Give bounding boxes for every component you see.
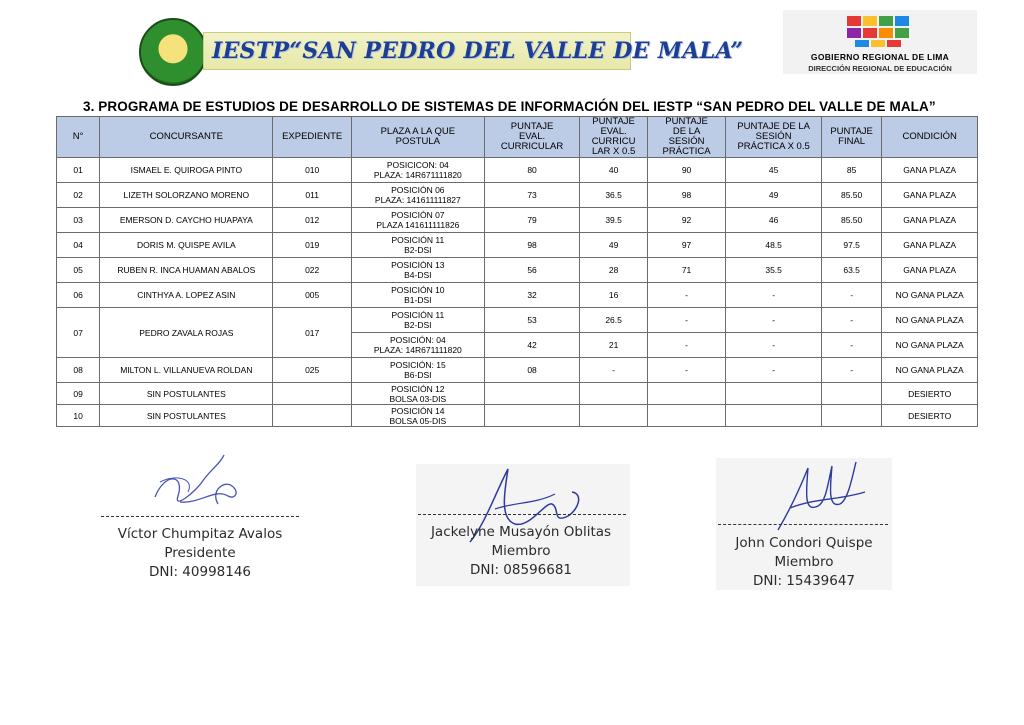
cell-plaza: POSICIÓN 14 BOLSA 05-DIS [351, 405, 484, 427]
cell-sesionx: - [726, 283, 822, 308]
cell-cond: NO GANA PLAZA [882, 308, 978, 333]
cell-evalx: 21 [580, 333, 647, 358]
cell-cond: DESIERTO [882, 405, 978, 427]
cell-cond: NO GANA PLAZA [882, 333, 978, 358]
cell-plaza: POSICIÓN: 04 PLAZA: 14R671111820 [351, 333, 484, 358]
cell-eval: 42 [484, 333, 580, 358]
cell-eval: 32 [484, 283, 580, 308]
cell-evalx: 16 [580, 283, 647, 308]
table-row [57, 358, 978, 383]
cell-evalx: 40 [580, 158, 647, 183]
cell-sesion [647, 405, 726, 427]
cell-sesion: 97 [647, 233, 726, 258]
signer-dni: DNI: 40998146 [148, 564, 252, 580]
cell-plaza: POSICIÓN 13 B4-DSI [351, 258, 484, 283]
cell-exp: 011 [273, 183, 352, 208]
table-row [57, 383, 978, 405]
regional-government-emblem [845, 14, 913, 48]
cell-sesionx: - [726, 308, 822, 333]
institution-banner [203, 32, 744, 70]
gov-direction: DIRECCIÓN REGIONAL DE EDUCACIÓN [808, 64, 952, 73]
section-title: 3. PROGRAMA DE ESTUDIOS DE DESARROLLO DE SISTEMAS DE INFORMACIÓN DEL IESTP “SAN PEDRO DEL VALLE DE MALA” [83, 99, 936, 114]
cell-cond: GANA PLAZA [882, 183, 978, 208]
cell-name: MILTON L. VILLANUEVA ROLDAN [100, 358, 273, 383]
cell-final: - [821, 333, 881, 358]
cell-exp: 017 [273, 308, 352, 358]
cell-sesion: - [647, 308, 726, 333]
signature-line [718, 524, 888, 525]
cell-evalx: 28 [580, 258, 647, 283]
cell-name: EMERSON D. CAYCHO HUAPAYA [100, 208, 273, 233]
table-row [57, 208, 978, 233]
cell-name: SIN POSTULANTES [100, 383, 273, 405]
cell-exp [273, 405, 352, 427]
cell-exp: 022 [273, 258, 352, 283]
cell-evalx [580, 383, 647, 405]
cell-sesion: - [647, 283, 726, 308]
cell-n: 02 [57, 183, 100, 208]
cell-eval: 98 [484, 233, 580, 258]
cell-name: SIN POSTULANTES [100, 405, 273, 427]
cell-n: 07 [57, 308, 100, 358]
cell-final: - [821, 358, 881, 383]
cell-eval [484, 383, 580, 405]
signature-mark-president [140, 452, 250, 520]
cell-cond: GANA PLAZA [882, 208, 978, 233]
cell-n: 09 [57, 383, 100, 405]
cell-sesionx: 35.5 [726, 258, 822, 283]
cell-cond: GANA PLAZA [882, 233, 978, 258]
signature-text-president [100, 525, 300, 582]
cell-sesionx: - [726, 358, 822, 383]
signer-dni: DNI: 15439647 [752, 573, 856, 589]
cell-sesion [647, 383, 726, 405]
signature-line [101, 516, 299, 517]
cell-cond: GANA PLAZA [882, 158, 978, 183]
col-header-sesion-x05: PUNTAJE DE LA SESIÓN PRÁCTICA X 0.5 [726, 117, 822, 158]
col-header-eval: PUNTAJE EVAL. CURRICULAR [484, 117, 580, 158]
cell-name: CINTHYA A. LOPEZ ASIN [100, 283, 273, 308]
cell-plaza: POSICIÓN 12 BOLSA 03-DIS [351, 383, 484, 405]
cell-exp [273, 383, 352, 405]
cell-n: 03 [57, 208, 100, 233]
cell-cond: NO GANA PLAZA [882, 358, 978, 383]
cell-eval: 53 [484, 308, 580, 333]
cell-evalx [580, 405, 647, 427]
cell-n: 06 [57, 283, 100, 308]
table-row [57, 405, 978, 427]
cell-eval: 79 [484, 208, 580, 233]
cell-eval: 08 [484, 358, 580, 383]
cell-sesion: 98 [647, 183, 726, 208]
cell-final: - [821, 308, 881, 333]
signer-role: Presidente [164, 545, 236, 561]
cell-cond: DESIERTO [882, 383, 978, 405]
cell-plaza: POSICIÓN 07 PLAZA 141611111826 [351, 208, 484, 233]
cell-sesionx: 45 [726, 158, 822, 183]
cell-final: 63.5 [821, 258, 881, 283]
cell-plaza: POSICICON: 04 PLAZA: 14R671111820 [351, 158, 484, 183]
cell-final: 85.50 [821, 208, 881, 233]
col-header-n: N° [57, 117, 100, 158]
cell-final: - [821, 283, 881, 308]
signer-role: Miembro [774, 554, 834, 570]
cell-plaza: POSICIÓN: 15 B6-DSI [351, 358, 484, 383]
table-row [57, 283, 978, 308]
institution-logo [139, 18, 207, 86]
cell-name: DORIS M. QUISPE AVILA [100, 233, 273, 258]
signer-role: Miembro [491, 543, 551, 559]
col-header-condicion: CONDICIÓN [882, 117, 978, 158]
cell-cond: GANA PLAZA [882, 258, 978, 283]
cell-exp: 010 [273, 158, 352, 183]
signature-line [418, 514, 626, 515]
table-row [57, 183, 978, 208]
cell-n: 08 [57, 358, 100, 383]
cell-sesion: - [647, 333, 726, 358]
cell-evalx: 36.5 [580, 183, 647, 208]
cell-name: PEDRO ZAVALA ROJAS [100, 308, 273, 358]
cell-n: 04 [57, 233, 100, 258]
cell-sesionx: - [726, 333, 822, 358]
cell-n: 10 [57, 405, 100, 427]
cell-exp: 019 [273, 233, 352, 258]
gov-name: GOBIERNO REGIONAL DE LIMA [810, 52, 950, 62]
cell-final: 85.50 [821, 183, 881, 208]
cell-cond: NO GANA PLAZA [882, 283, 978, 308]
cell-sesion: - [647, 358, 726, 383]
col-header-sesion: PUNTAJE DE LA SESIÓN PRÁCTICA [647, 117, 726, 158]
cell-sesionx: 49 [726, 183, 822, 208]
signature-text-member-2 [716, 534, 892, 591]
cell-sesionx: 46 [726, 208, 822, 233]
cell-eval: 73 [484, 183, 580, 208]
cell-name: RUBEN R. INCA HUAMAN ABALOS [100, 258, 273, 283]
cell-final [821, 383, 881, 405]
cell-sesion: 90 [647, 158, 726, 183]
table-row [57, 158, 978, 183]
cell-final [821, 405, 881, 427]
cell-final: 85 [821, 158, 881, 183]
institution-name: IESTP“SAN PEDRO DEL VALLE DE MALA” [212, 38, 744, 64]
cell-evalx: 39.5 [580, 208, 647, 233]
cell-n: 05 [57, 258, 100, 283]
cell-evalx: - [580, 358, 647, 383]
cell-eval [484, 405, 580, 427]
signature-mark-member-2 [770, 458, 870, 538]
cell-eval: 80 [484, 158, 580, 183]
cell-evalx: 49 [580, 233, 647, 258]
signer-name: Jackelyne Musayón Oblitas [430, 524, 612, 540]
signature-text-member-1 [414, 523, 628, 580]
col-header-eval-x05: PUNTAJE EVAL. CURRICU LAR X 0.5 [580, 117, 647, 158]
col-header-concursante: CONCURSANTE [100, 117, 273, 158]
table-row [57, 308, 978, 333]
table-row [57, 233, 978, 258]
cell-plaza: POSICIÓN 11 B2-DSI [351, 233, 484, 258]
page-header [0, 0, 1024, 100]
regional-government-logo [783, 10, 977, 74]
col-header-plaza: PLAZA A LA QUE POSTULA [351, 117, 484, 158]
cell-exp: 012 [273, 208, 352, 233]
cell-plaza: POSICIÓN 11 B2-DSI [351, 308, 484, 333]
cell-final: 97.5 [821, 233, 881, 258]
cell-evalx: 26.5 [580, 308, 647, 333]
signer-name: Víctor Chumpitaz Avalos [117, 526, 283, 542]
cell-eval: 56 [484, 258, 580, 283]
results-table [56, 116, 978, 427]
signer-dni: DNI: 08596681 [469, 562, 573, 578]
cell-plaza: POSICIÓN 10 B1-DSI [351, 283, 484, 308]
cell-sesionx: 48.5 [726, 233, 822, 258]
signer-name: John Condori Quispe [735, 535, 873, 551]
cell-exp: 005 [273, 283, 352, 308]
col-header-expediente: EXPEDIENTE [273, 117, 352, 158]
cell-sesionx [726, 405, 822, 427]
cell-sesion: 71 [647, 258, 726, 283]
cell-sesion: 92 [647, 208, 726, 233]
cell-name: LIZETH SOLORZANO MORENO [100, 183, 273, 208]
cell-name: ISMAEL E. QUIROGA PINTO [100, 158, 273, 183]
cell-exp: 025 [273, 358, 352, 383]
table-row [57, 258, 978, 283]
col-header-final: PUNTAJE FINAL [821, 117, 881, 158]
cell-plaza: POSICIÓN 06 PLAZA: 141611111827 [351, 183, 484, 208]
table-header-row [57, 117, 978, 158]
cell-sesionx [726, 383, 822, 405]
cell-n: 01 [57, 158, 100, 183]
